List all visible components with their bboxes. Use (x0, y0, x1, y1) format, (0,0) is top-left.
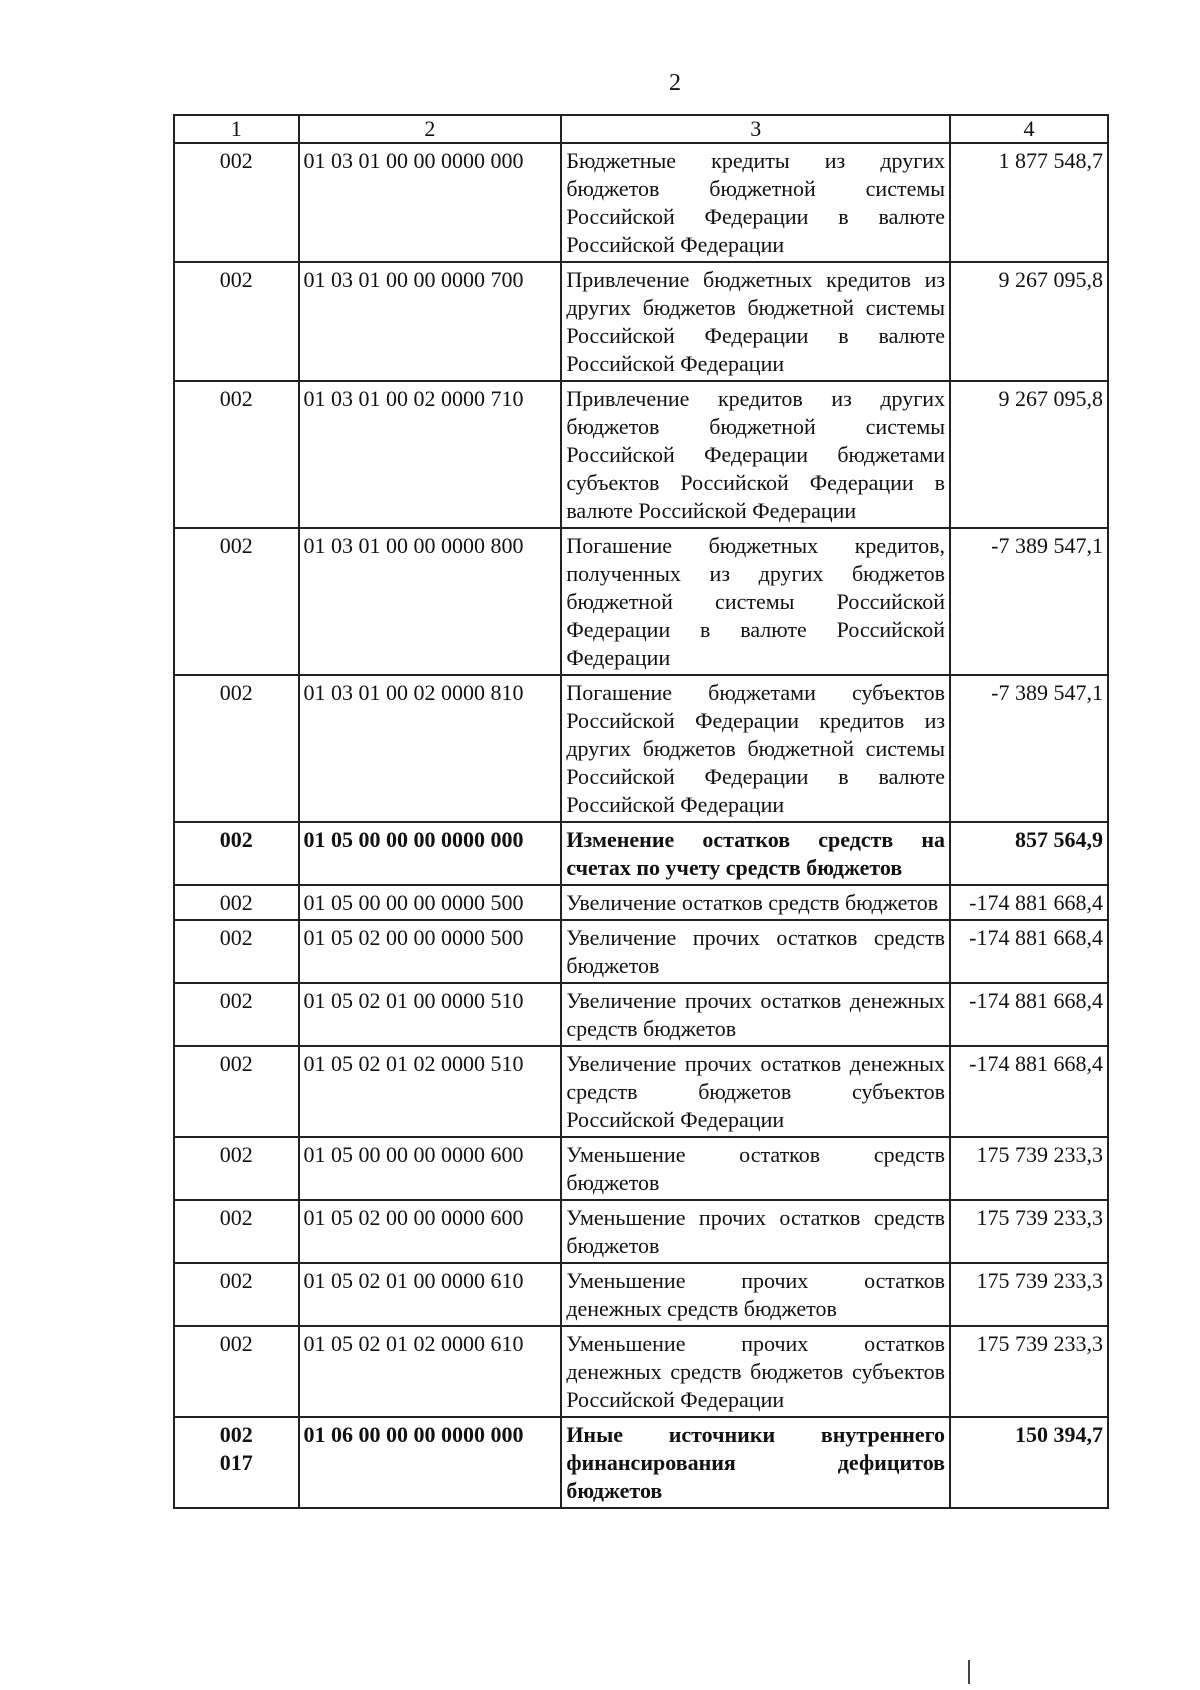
amount-value: -174 881 668,4 (950, 885, 1108, 920)
source-name: Увеличение прочих остатков денежных средств бюджетов субъектов Российской Федерации (561, 1046, 950, 1137)
source-name: Увеличение остатков средств бюджетов (561, 885, 950, 920)
org-code-cell (174, 262, 299, 381)
source-name: Уменьшение прочих остатков средств бюджетов (561, 1200, 950, 1263)
org-code-cell (174, 143, 299, 262)
org-code-cell (174, 885, 299, 920)
amount-value: -174 881 668,4 (950, 1046, 1108, 1137)
source-name: Погашение бюджетами субъектов Российской Федерации кредитов из других бюджетов бюджетной системы Российской Федерации в валюте Российской Федерации (561, 675, 950, 822)
table-row (174, 822, 1108, 885)
budget-classification-code: 01 03 01 00 00 0000 000 (299, 143, 562, 262)
org-code-cell (174, 1417, 299, 1508)
org-code: 002 (219, 1051, 253, 1076)
org-code: 002 (219, 1142, 253, 1167)
budget-table (173, 114, 1109, 1509)
org-code-cell (174, 1263, 299, 1326)
source-name: Уменьшение прочих остатков денежных средств бюджетов (561, 1263, 950, 1326)
table-row (174, 1417, 1108, 1508)
org-code-cell (174, 528, 299, 675)
source-name: Уменьшение прочих остатков денежных средств бюджетов субъектов Российской Федерации (561, 1326, 950, 1417)
header-row (174, 115, 1108, 143)
org-code-cell (174, 1200, 299, 1263)
table-row (174, 983, 1108, 1046)
org-code-cell (174, 1046, 299, 1137)
table-row (174, 920, 1108, 983)
table-row (174, 1046, 1108, 1137)
budget-classification-code: 01 05 02 00 00 0000 500 (299, 920, 562, 983)
amount-value: 1 877 548,7 (950, 143, 1108, 262)
header-col-4: 4 (950, 115, 1108, 143)
org-code: 002 (219, 827, 253, 852)
table-row (174, 381, 1108, 528)
org-code-cell (174, 1326, 299, 1417)
source-name: Привлечение бюджетных кредитов из других бюджетов бюджетной системы Российской Федерации в валюте Российской Федерации (561, 262, 950, 381)
budget-classification-code: 01 05 02 01 00 0000 510 (299, 983, 562, 1046)
org-code: 002 (219, 386, 253, 411)
header-col-3: 3 (561, 115, 950, 143)
budget-classification-code: 01 05 02 01 00 0000 610 (299, 1263, 562, 1326)
org-code: 002 (219, 267, 253, 292)
org-code-cell (174, 983, 299, 1046)
source-name: Привлечение кредитов из других бюджетов бюджетной системы Российской Федерации бюджетами субъектов Российской Федерации в валюте Российской Федерации (561, 381, 950, 528)
source-name: Уменьшение остатков средств бюджетов (561, 1137, 950, 1200)
table-row (174, 675, 1108, 822)
table-row (174, 885, 1108, 920)
amount-value: 175 739 233,3 (950, 1326, 1108, 1417)
budget-classification-code: 01 05 02 01 02 0000 610 (299, 1326, 562, 1417)
org-code: 017 (219, 1450, 253, 1475)
budget-classification-code: 01 05 02 00 00 0000 600 (299, 1200, 562, 1263)
amount-value: -174 881 668,4 (950, 920, 1108, 983)
amount-value: 175 739 233,3 (950, 1263, 1108, 1326)
amount-value: 9 267 095,8 (950, 381, 1108, 528)
budget-classification-code: 01 03 01 00 00 0000 800 (299, 528, 562, 675)
amount-value: -7 389 547,1 (950, 675, 1108, 822)
source-name: Изменение остатков средств на счетах по учету средств бюджетов (561, 822, 950, 885)
budget-classification-code: 01 05 00 00 00 0000 500 (299, 885, 562, 920)
org-code: 002 (219, 1422, 253, 1447)
amount-value: -174 881 668,4 (950, 983, 1108, 1046)
header-col-1: 1 (174, 115, 299, 143)
scan-mark (968, 1660, 970, 1684)
org-code-cell (174, 1137, 299, 1200)
table-row (174, 528, 1108, 675)
budget-classification-code: 01 05 02 01 02 0000 510 (299, 1046, 562, 1137)
org-code-cell (174, 822, 299, 885)
table-row (174, 1326, 1108, 1417)
source-name: Увеличение прочих остатков средств бюджетов (561, 920, 950, 983)
budget-classification-code: 01 05 00 00 00 0000 000 (299, 822, 562, 885)
org-code: 002 (219, 925, 253, 950)
amount-value: 150 394,7 (950, 1417, 1108, 1508)
table-row (174, 1263, 1108, 1326)
amount-value: 175 739 233,3 (950, 1137, 1108, 1200)
table-row (174, 1200, 1108, 1263)
org-code: 002 (219, 533, 253, 558)
org-code: 002 (219, 680, 253, 705)
source-name: Бюджетные кредиты из других бюджетов бюджетной системы Российской Федерации в валюте Российской Федерации (561, 143, 950, 262)
org-code-cell (174, 920, 299, 983)
budget-classification-code: 01 05 00 00 00 0000 600 (299, 1137, 562, 1200)
source-name: Увеличение прочих остатков денежных средств бюджетов (561, 983, 950, 1046)
org-code: 002 (219, 988, 253, 1013)
org-code: 002 (219, 148, 253, 173)
amount-value: 9 267 095,8 (950, 262, 1108, 381)
page-number: 2 (669, 70, 681, 96)
table-row (174, 143, 1108, 262)
budget-classification-code: 01 03 01 00 02 0000 810 (299, 675, 562, 822)
org-code: 002 (219, 1331, 253, 1356)
source-name: Иные источники внутреннего финансирования дефицитов бюджетов (561, 1417, 950, 1508)
budget-classification-code: 01 03 01 00 00 0000 700 (299, 262, 562, 381)
source-name: Погашение бюджетных кредитов, полученных из других бюджетов бюджетной системы Российской Федерации в валюте Российской Федерации (561, 528, 950, 675)
amount-value: -7 389 547,1 (950, 528, 1108, 675)
table-row (174, 262, 1108, 381)
header-col-2: 2 (299, 115, 562, 143)
org-code-cell (174, 675, 299, 822)
amount-value: 857 564,9 (950, 822, 1108, 885)
budget-classification-code: 01 06 00 00 00 0000 000 (299, 1417, 562, 1508)
org-code: 002 (219, 1205, 253, 1230)
budget-classification-code: 01 03 01 00 02 0000 710 (299, 381, 562, 528)
org-code: 002 (219, 890, 253, 915)
amount-value: 175 739 233,3 (950, 1200, 1108, 1263)
table-row (174, 1137, 1108, 1200)
org-code-cell (174, 381, 299, 528)
org-code: 002 (219, 1268, 253, 1293)
